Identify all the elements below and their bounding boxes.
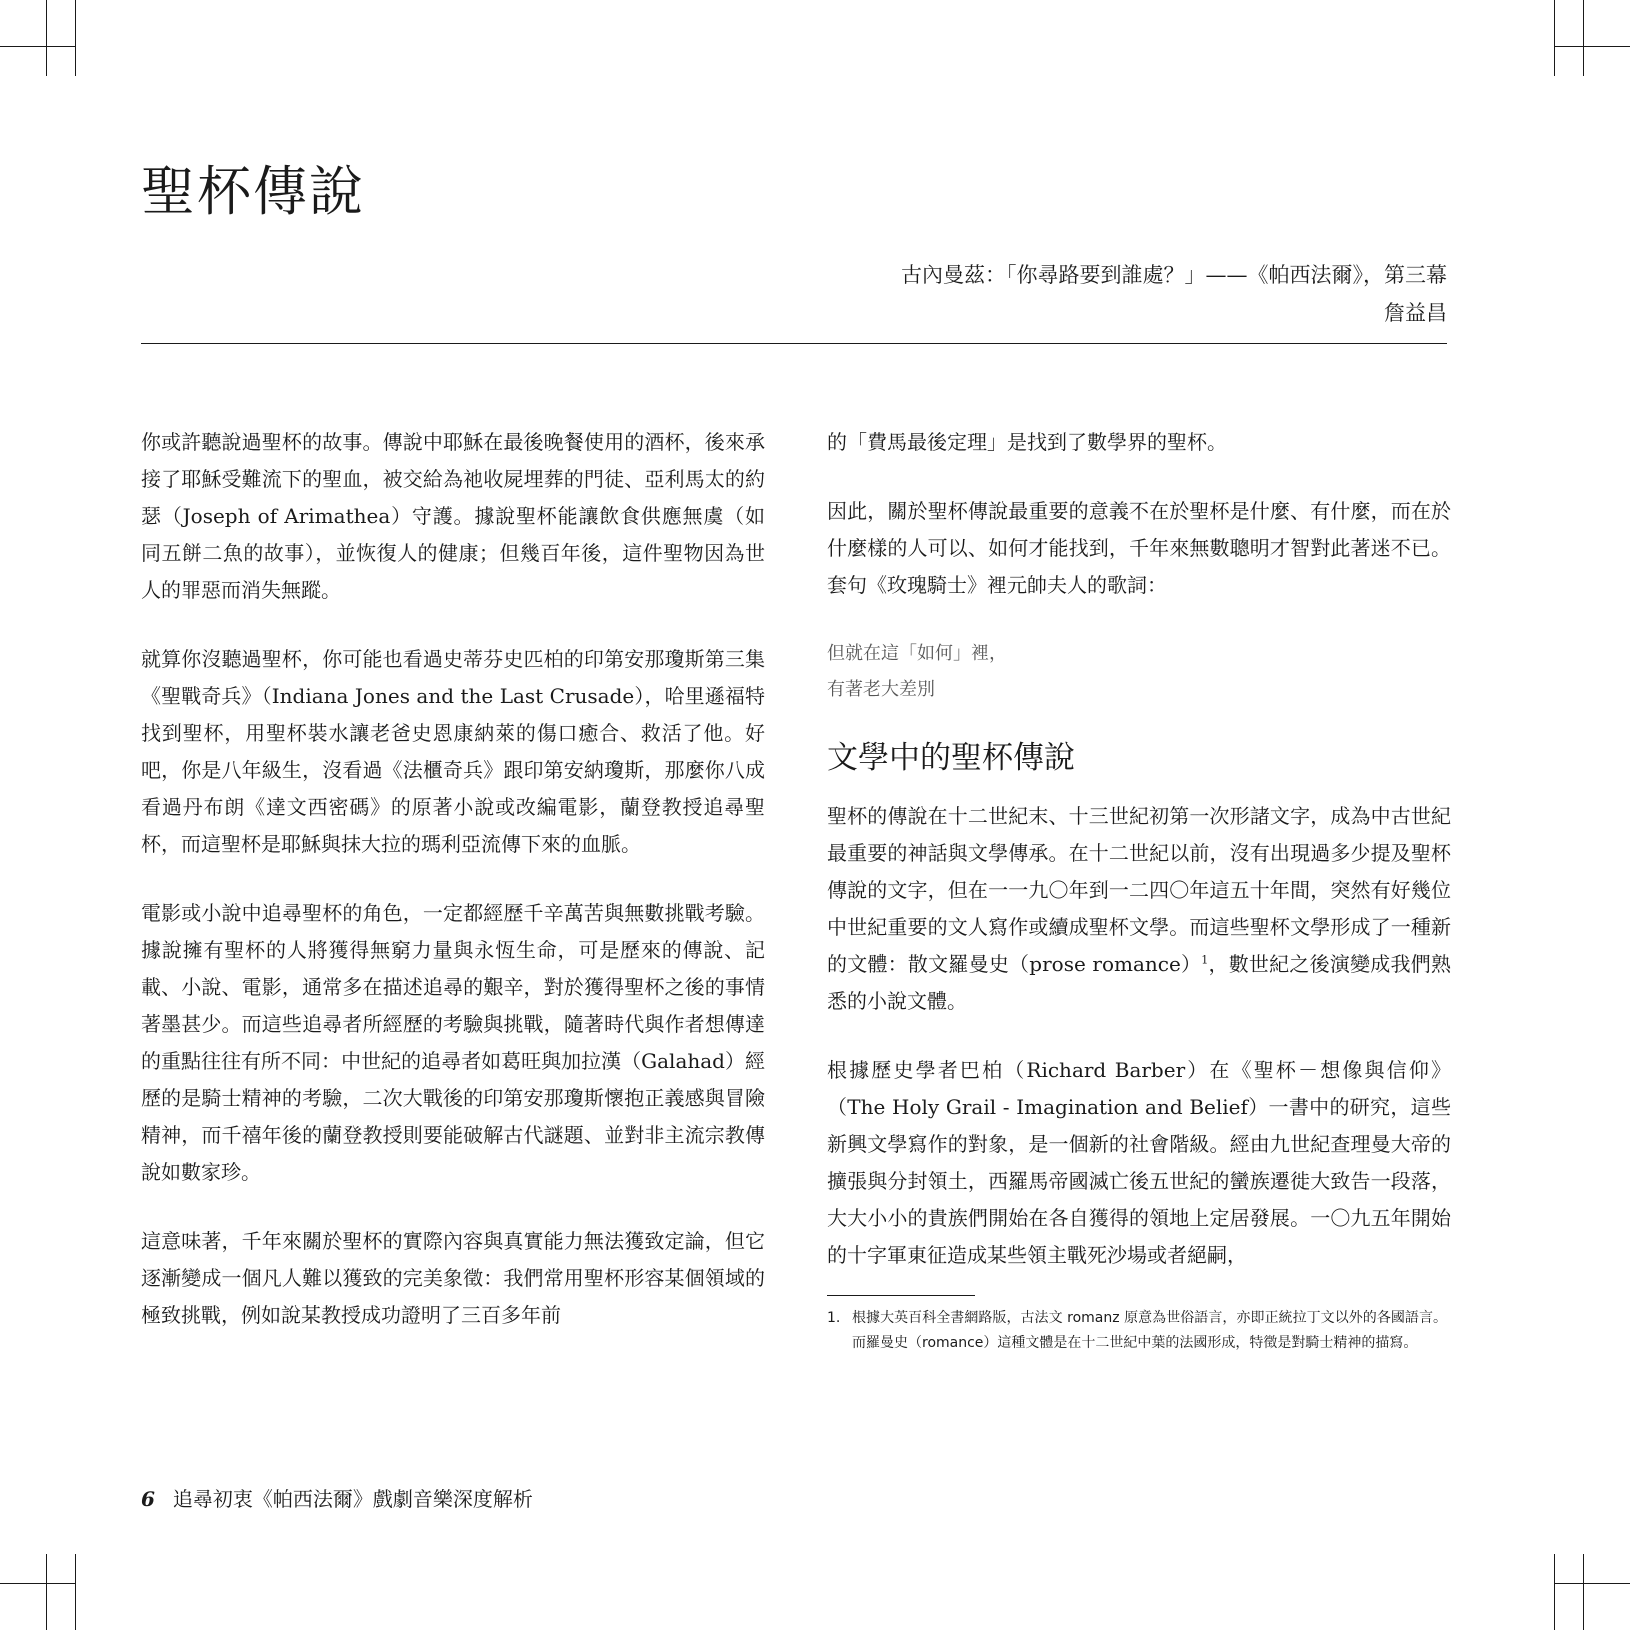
epigraph [647,256,1447,332]
crop-mark [1583,0,1584,76]
crop-mark [1554,1583,1630,1584]
crop-mark [1554,0,1555,76]
crop-mark [46,1554,47,1630]
footnote-text: 根據大英百科全書網路版，古法文 romanz 原意為世俗語言，亦即正統拉丁文以外的各國語言。而羅曼史（romance）這種文體是在十二世紀中葉的法國形成，特徵是對騎士精神的描寫。 [852,1310,1447,1351]
section-heading: 文學中的聖杯傳說 [827,740,1075,776]
crop-mark [46,0,47,76]
crop-mark [75,1554,76,1630]
quote-line: 有著老大差別 [827,679,935,700]
page-number: 6 [141,1487,155,1511]
footnote-reference[interactable]: 1 [1201,953,1209,967]
crop-mark [1554,46,1630,47]
footnote-rule [827,1295,975,1296]
right-column [827,424,1451,1306]
paragraph [827,798,1451,1020]
footnote [827,1306,1447,1356]
title-rule [141,343,1447,344]
paragraph: 就算你沒聽過聖杯，你可能也看過史蒂芬史匹柏的印第安那瓊斯第三集《聖戰奇兵》（Indiana Jones and the Last Crusade），哈里遜福特找到聖杯，用聖杯裝水讓老爸史恩康納萊的傷口癒合、救活了他。好吧，你是八年級生，沒看過《法櫃奇兵》跟印第安納瓊斯，那麼你八成看過丹布朗《達文西密碼》的原著小說或改編電影，蘭登教授追尋聖杯，而這聖杯是耶穌與抹大拉的瑪利亞流傳下來的血脈。 [141,647,765,856]
crop-mark [1583,1554,1584,1630]
paragraph-text: ，數世紀之後演變成我們熟悉的小說文體。 [827,952,1451,1013]
page-title: 聖杯傳說 [141,160,365,223]
author-name: 詹益昌 [1384,301,1447,325]
paragraph: 因此，關於聖杯傳說最重要的意義不在於聖杯是什麼、有什麼，而在於什麼樣的人可以、如何才能找到，千年來無數聰明才智對此著迷不已。套句《玫瑰騎士》裡元帥夫人的歌詞： [827,499,1451,597]
left-column [141,424,765,1366]
paragraph-text: 聖杯的傳說在十二世紀末、十三世紀初第一次形諸文字，成為中古世紀最重要的神話與文學傳承。在十二世紀以前，沒有出現過多少提及聖杯傳說的文字，但在一一九〇年到一二四〇年這五十年間，突然有好幾位中世紀重要的文人寫作或續成聖杯文學。而這些聖杯文學形成了一種新的文體：散文羅曼史（prose romance） [827,804,1451,976]
crop-mark [0,1583,76,1584]
crop-mark [75,0,76,76]
paragraph: 電影或小說中追尋聖杯的角色，一定都經歷千辛萬苦與無數挑戰考驗。據說擁有聖杯的人將獲得無窮力量與永恆生命，可是歷來的傳說、記載、小說、電影，通常多在描述追尋的艱辛，對於獲得聖杯之後的事情著墨甚少。而這些追尋者所經歷的考驗與挑戰，隨著時代與作者想傳達的重點往往有所不同：中世紀的追尋者如葛旺與加拉漢（Galahad）經歷的是騎士精神的考驗，二次大戰後的印第安那瓊斯懷抱正義感與冒險精神，而千禧年後的蘭登教授則要能破解古代謎題、並對非主流宗教傳說如數家珍。 [141,901,765,1184]
paragraph: 的「費馬最後定理」是找到了數學界的聖杯。 [827,430,1227,454]
crop-mark [0,46,76,47]
running-title: 追尋初衷《帕西法爾》戲劇音樂深度解析 [172,1487,533,1511]
paragraph: 這意味著，千年來關於聖杯的實際內容與真實能力無法獲致定論，但它逐漸變成一個凡人難以獲致的完美象徵：我們常用聖杯形容某個領域的極致挑戰，例如說某教授成功證明了三百多年前 [141,1229,765,1327]
footnote-number: 1. [827,1310,841,1326]
crop-mark [1554,1554,1555,1630]
lyric-quote [827,636,1451,708]
epigraph-quote: 古內曼茲：「你尋路要到誰處？」——《帕西法爾》，第三幕 [901,263,1447,287]
paragraph: 根據歷史學者巴柏（Richard Barber）在《聖杯－想像與信仰》（The Holy Grail - Imagination and Belief）一書中的研究，這些新興文學寫作的對象，是一個新的社會階級。經由九世紀查理曼大帝的擴張與分封領土，西羅馬帝國滅亡後五世紀的蠻族遷徙大致告一段落，大大小小的貴族們開始在各自獲得的領地上定居發展。一〇九五年開始的十字軍東征造成某些領主戰死沙場或者絕嗣， [827,1058,1451,1267]
paragraph: 你或許聽說過聖杯的故事。傳說中耶穌在最後晚餐使用的酒杯，後來承接了耶穌受難流下的聖血，被交給為祂收屍埋葬的門徒、亞利馬太的約瑟（Joseph of Arimathea）守護。據說聖杯能讓飲食供應無虞（如同五餅二魚的故事），並恢復人的健康；但幾百年後，這件聖物因為世人的罪惡而消失無蹤。 [141,430,765,602]
quote-line: 但就在這「如何」裡， [827,643,1007,664]
page-footer [141,1483,533,1515]
